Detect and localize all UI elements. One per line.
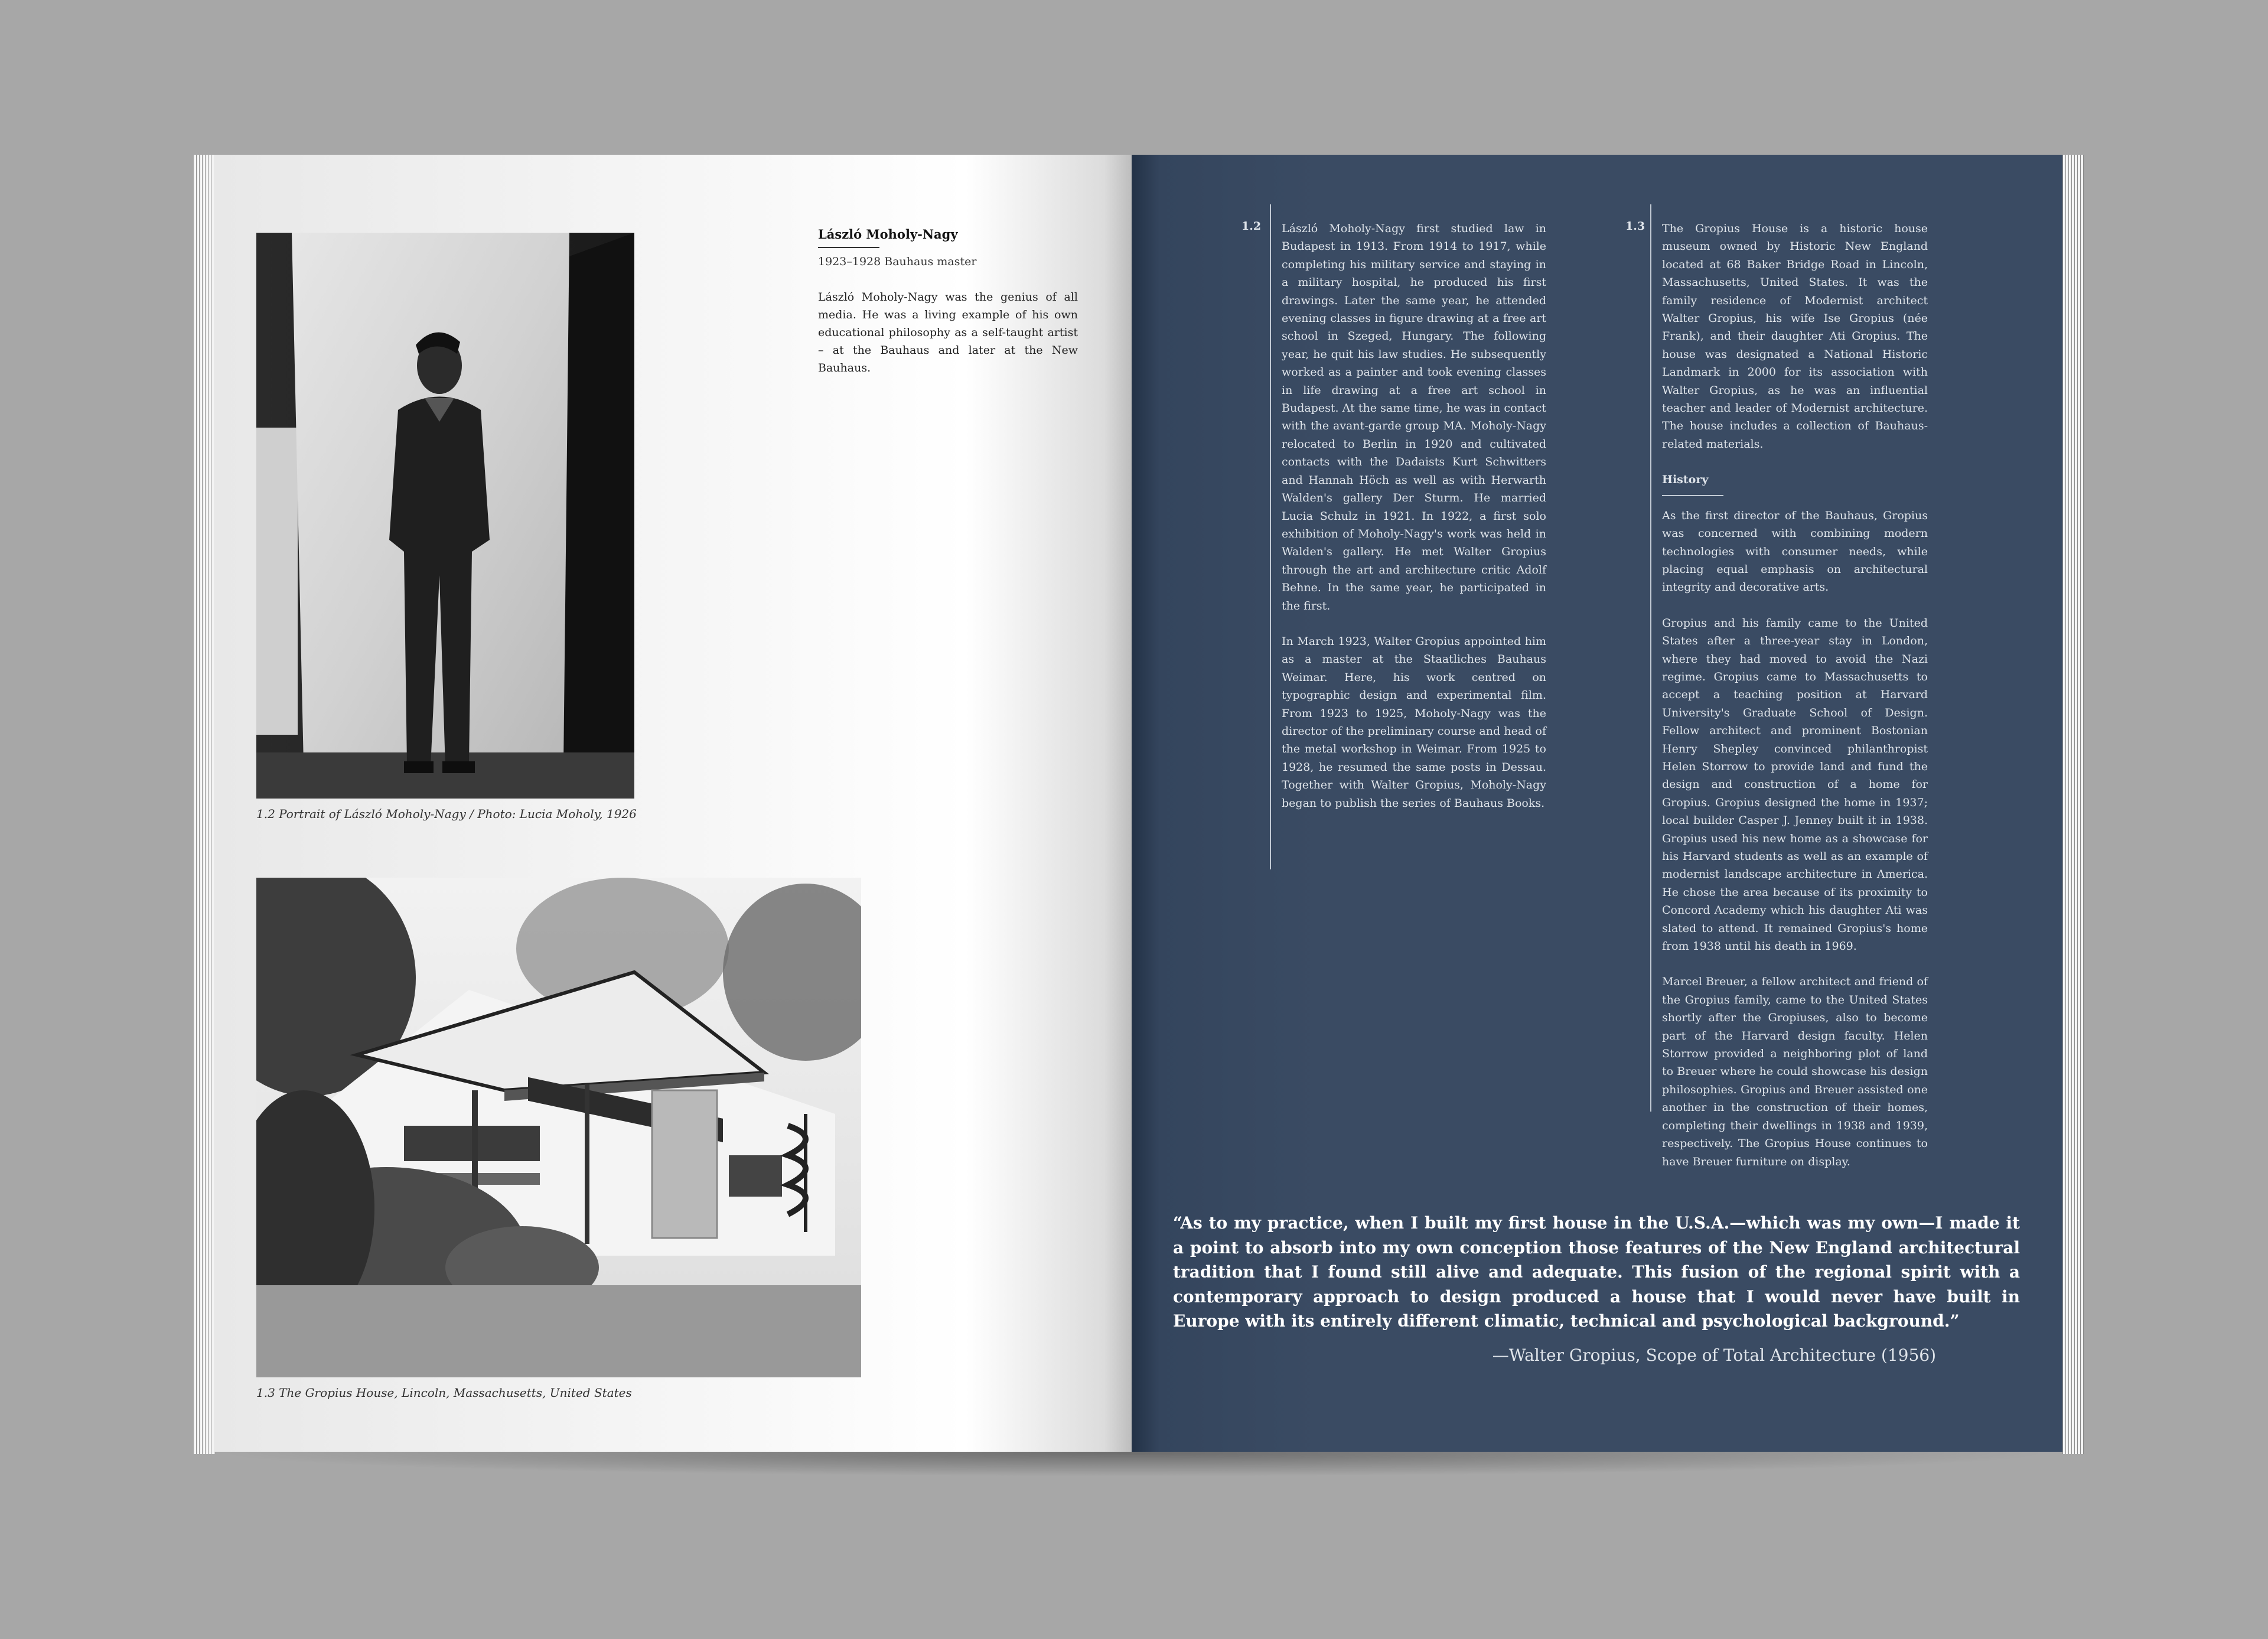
gropius-house-photo [256,878,861,1377]
history-paragraph: Gropius and his family came to the United States after a three-year stay in London, where they had moved to avoid the Nazi regime. Gropius came to Massachusetts to accept a teaching position at Harvard University's Graduate School of Design. Fellow architect and prominent Bostonian Henry Shepley convinced philanthropist Helen Storrow to provide land and fund the design and construction of a home for Gropius. Gropius designed the home in 1937; local builder Casper J. Jenney built it in 1938. Gropius used his new home as a showcase for his Harvard students as well as an example of modernist landscape architecture in America. He chose the area because of its proximity to Concord Academy which his daughter Ati was slated to attend. It remained Gropius's home from 1938 until his death in 1969. [1662,616,1928,953]
history-heading: History [1662,473,1709,487]
section-1-2-paragraph: In March 1923, Walter Gropius appointed him as a master at the Staatliches Bauhaus Weimar. Here, his work centred on typographic design and experimental film. From 1923 to 1925, Moholy-Nagy was the director of the preliminary course and head of the metal workshop in Weimar. From 1925 to 1928, he resumed the same posts in Dessau. Together with Walter Gropius, Moholy-Nagy began to publish the series of Bauhaus Books. [1282,634,1546,810]
bio-rule [818,247,879,248]
section-number-1-2: 1.2 [1241,220,1262,233]
history-rule [1662,495,1723,496]
column-rule-1-3 [1650,204,1651,1112]
right-page [1132,155,2062,1452]
portrait-photo [256,233,634,799]
house-caption: 1.3 The Gropius House, Lincoln, Massachusetts, United States [256,1386,632,1400]
section-1-2-text [1282,220,1546,830]
section-1-3-intro: The Gropius House is a historic house museum owned by Historic New England located at 68 Baker Bridge Road in Lincoln, Massachusetts, United States. It was the family residence of Modernist architect Walter Gropius, his wife Ise Gropius (née Frank), and their daughter Ati Gropius. The house was designated a National Historic Landmark in 2000 for its association with Walter Gropius, as he was an influential teacher and leader of Modernist architecture. The house includes a collection of Bauhaus-related materials. [1662,222,1928,451]
section-1-3-text [1662,220,1928,1188]
right-page-edges [2062,155,2084,1454]
left-page [214,155,1132,1452]
bio-text: László Moholy-Nagy was the genius of all media. He was a living example of his own educational philosophy as a self-taught artist – at the Bauhaus and later at the New Bauhaus. [818,291,1078,374]
bio-name: László Moholy-Nagy [818,227,958,242]
section-1-2-paragraph: László Moholy-Nagy first studied law in Budapest in 1913. From 1914 to 1917, while completing his military service and staying in a military hospital, he produced his first drawings. Later the same year, he attended evening classes in figure drawing at a free art school in Szeged, Hungary. The following year, he quit his law studies. He subsequently worked as a painter and took evening classes in life drawing at a free art school in Budapest. At the same time, he was in contact with the avant-garde group MA. Moholy-Nagy relocated to Berlin in 1920 and cultivated contacts with the Dadaists Kurt Schwitters and Hannah Höch as well as with Herwarth Walden's gallery Der Sturm. He married Lucia Schulz in 1921. In 1922, a first solo exhibition of Moholy-Nagy's work was held in Walden's gallery. He met Walter Gropius through the art and architecture critic Adolf Behne. In the same year, he participated in the first. [1282,222,1546,612]
left-page-edges [194,155,215,1454]
pull-quote: “As to my practice, when I built my first house in the U.S.A.—which was my own—I made it a point to absorb into my own conception those features of the New England architectural tradition that I found still alive and adequate. This fusion of the regional spirit with a contemporary approach to design produced a house that I would never have built in Europe with its entirely different climatic, technical and psychological background.” [1173,1213,2020,1331]
history-paragraph: As the first director of the Bauhaus, Gropius was concerned with combining modern technologies with consumer needs, while placing equal emphasis on architectural integrity and decorative arts. [1662,509,1928,594]
section-number-1-3: 1.3 [1625,220,1645,233]
quote-attribution: —Walter Gropius, Scope of Total Architecture (1956) [1492,1345,1936,1365]
portrait-caption: 1.2 Portrait of László Moholy-Nagy / Photo: Lucia Moholy, 1926 [256,807,637,821]
column-rule-1-2 [1270,204,1271,869]
history-paragraph: Marcel Breuer, a fellow architect and friend of the Gropius family, came to the United States shortly after the Gropiuses, also to become part of the Harvard design faculty. Helen Storrow provided a neighboring plot of land to Breuer where he could showcase his design philosophies. Gropius and Breuer assisted one another in the construction of their homes, completing their dwellings in 1938 and 1939, respectively. The Gropius House continues to have Breuer furniture on display. [1662,975,1928,1168]
bio-years: 1923–1928 Bauhaus master [818,255,977,268]
